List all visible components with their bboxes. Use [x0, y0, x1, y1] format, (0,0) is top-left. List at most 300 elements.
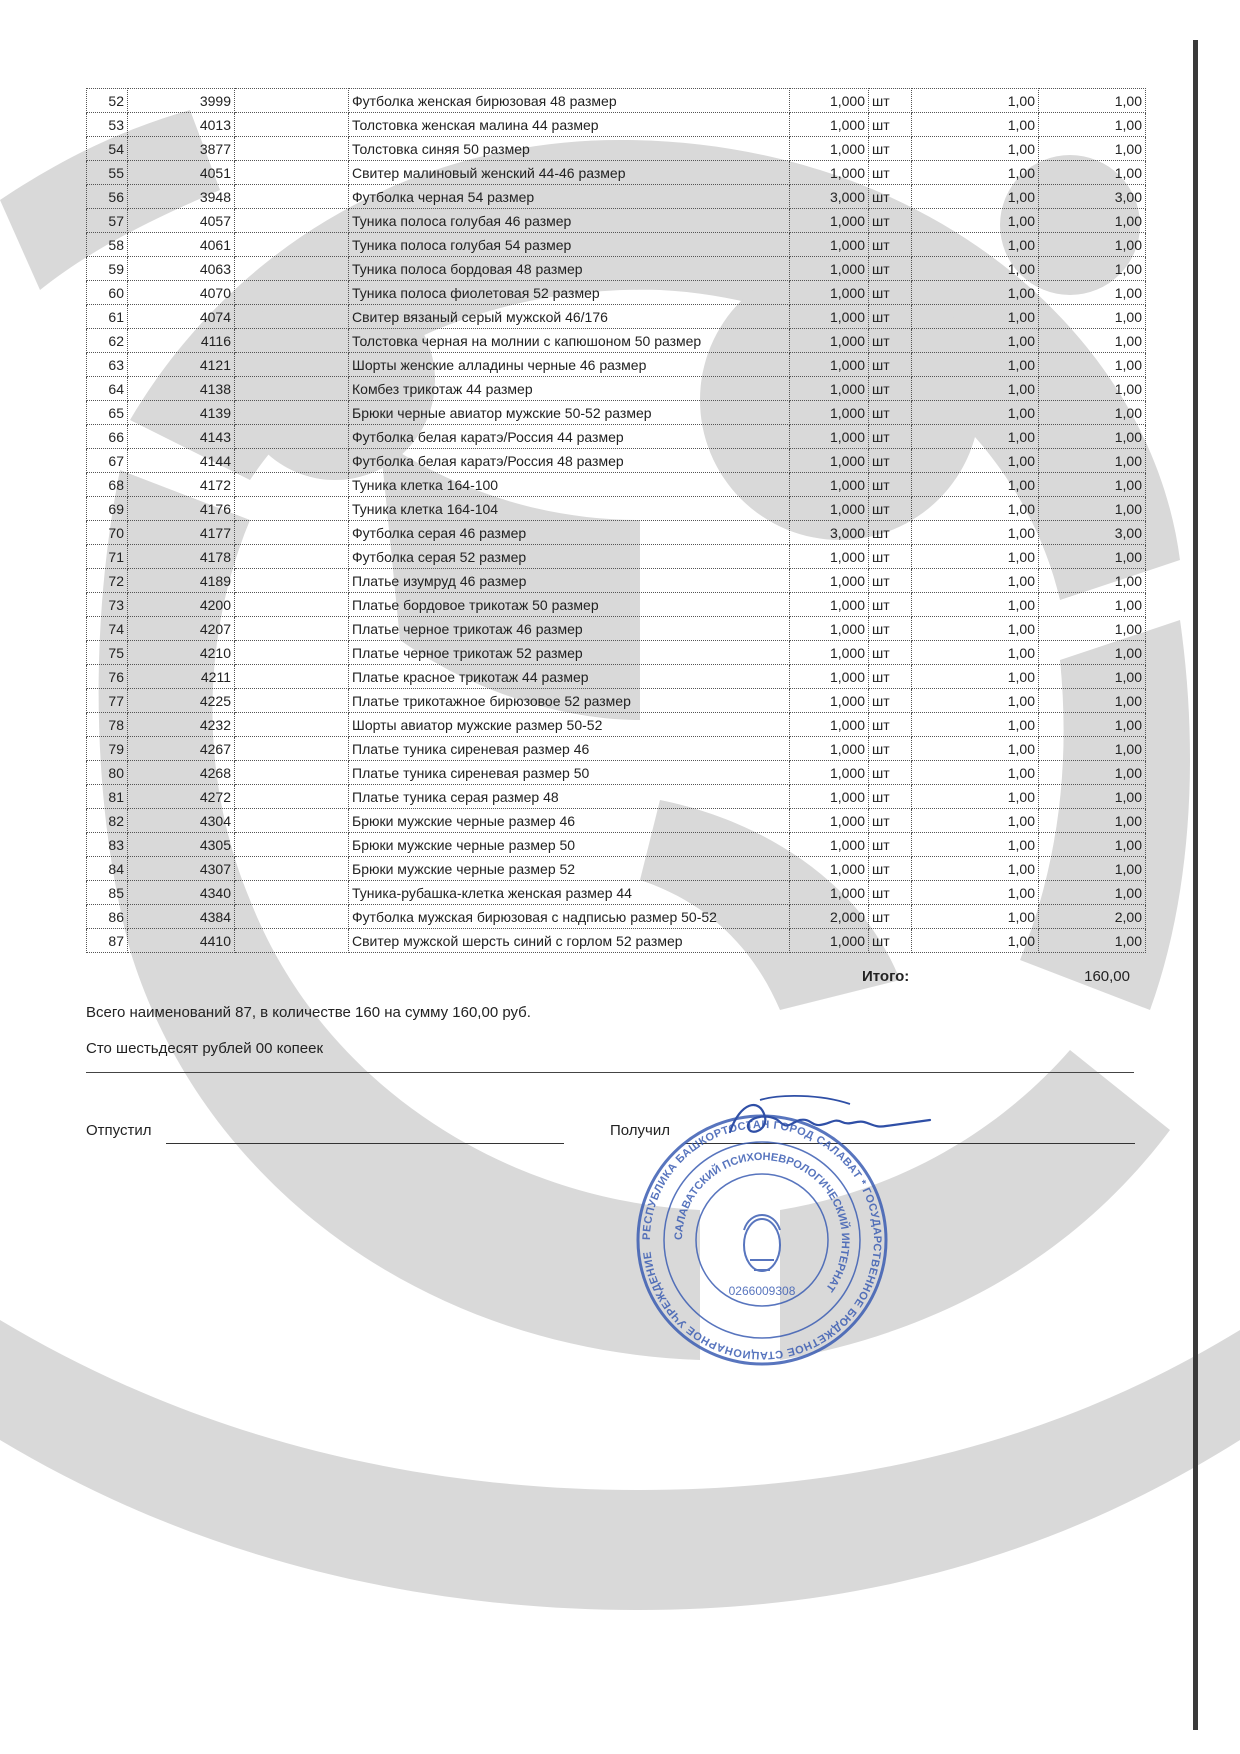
item-price: 1,00 — [912, 689, 1039, 713]
blank-cell — [235, 377, 349, 401]
table-row — [87, 881, 1146, 905]
item-sum: 1,00 — [1039, 569, 1146, 593]
blank-cell — [235, 473, 349, 497]
item-name: Брюки мужские черные размер 50 — [349, 833, 790, 857]
item-code: 4178 — [128, 545, 235, 569]
items-table — [86, 88, 1146, 953]
item-price: 1,00 — [912, 641, 1039, 665]
table-row — [87, 305, 1146, 329]
table-row — [87, 401, 1146, 425]
item-quantity: 1,000 — [790, 809, 869, 833]
item-price: 1,00 — [912, 473, 1039, 497]
item-sum: 3,00 — [1039, 185, 1146, 209]
table-row — [87, 113, 1146, 137]
row-number: 85 — [87, 881, 128, 905]
item-code: 4207 — [128, 617, 235, 641]
item-code: 4121 — [128, 353, 235, 377]
table-row — [87, 521, 1146, 545]
row-number: 79 — [87, 737, 128, 761]
item-quantity: 1,000 — [790, 305, 869, 329]
item-name: Свитер мужской шерсть синий с горлом 52 размер — [349, 929, 790, 953]
table-row — [87, 161, 1146, 185]
item-price: 1,00 — [912, 809, 1039, 833]
row-number: 74 — [87, 617, 128, 641]
item-code: 4200 — [128, 593, 235, 617]
item-quantity: 1,000 — [790, 161, 869, 185]
item-unit: шт — [869, 713, 912, 737]
item-code: 4272 — [128, 785, 235, 809]
item-quantity: 1,000 — [790, 329, 869, 353]
item-price: 1,00 — [912, 713, 1039, 737]
row-number: 52 — [87, 89, 128, 113]
item-sum: 1,00 — [1039, 329, 1146, 353]
item-quantity: 3,000 — [790, 521, 869, 545]
item-unit: шт — [869, 425, 912, 449]
item-quantity: 1,000 — [790, 545, 869, 569]
table-row — [87, 209, 1146, 233]
item-code: 4340 — [128, 881, 235, 905]
row-number: 53 — [87, 113, 128, 137]
item-sum: 1,00 — [1039, 281, 1146, 305]
item-code: 4189 — [128, 569, 235, 593]
item-quantity: 1,000 — [790, 281, 869, 305]
blank-cell — [235, 689, 349, 713]
item-unit: шт — [869, 665, 912, 689]
item-sum: 1,00 — [1039, 545, 1146, 569]
row-number: 64 — [87, 377, 128, 401]
table-row — [87, 761, 1146, 785]
item-name: Платье трикотажное бирюзовое 52 размер — [349, 689, 790, 713]
item-price: 1,00 — [912, 881, 1039, 905]
item-code: 4268 — [128, 761, 235, 785]
item-sum: 1,00 — [1039, 137, 1146, 161]
row-number: 69 — [87, 497, 128, 521]
item-price: 1,00 — [912, 569, 1039, 593]
blank-cell — [235, 665, 349, 689]
table-row — [87, 137, 1146, 161]
table-row — [87, 377, 1146, 401]
item-sum: 1,00 — [1039, 353, 1146, 377]
item-price: 1,00 — [912, 833, 1039, 857]
item-name: Туника полоса голубая 46 размер — [349, 209, 790, 233]
item-quantity: 1,000 — [790, 113, 869, 137]
item-sum: 1,00 — [1039, 449, 1146, 473]
item-name: Платье туника сиреневая размер 46 — [349, 737, 790, 761]
item-name: Футболка белая каратэ/Россия 48 размер — [349, 449, 790, 473]
item-name: Платье красное трикотаж 44 размер — [349, 665, 790, 689]
row-number: 77 — [87, 689, 128, 713]
row-number: 56 — [87, 185, 128, 209]
row-number: 87 — [87, 929, 128, 953]
item-price: 1,00 — [912, 353, 1039, 377]
row-number: 66 — [87, 425, 128, 449]
blank-cell — [235, 833, 349, 857]
item-price: 1,00 — [912, 761, 1039, 785]
received-by-label: Получил — [610, 1122, 670, 1139]
item-price: 1,00 — [912, 737, 1039, 761]
item-name: Платье бордовое трикотаж 50 размер — [349, 593, 790, 617]
item-name: Платье изумруд 46 размер — [349, 569, 790, 593]
table-row — [87, 905, 1146, 929]
blank-cell — [235, 785, 349, 809]
item-name: Шорты женские алладины черные 46 размер — [349, 353, 790, 377]
item-unit: шт — [869, 257, 912, 281]
blank-cell — [235, 185, 349, 209]
item-name: Свитер малиновый женский 44-46 размер — [349, 161, 790, 185]
table-row — [87, 233, 1146, 257]
item-quantity: 1,000 — [790, 401, 869, 425]
item-code: 4267 — [128, 737, 235, 761]
summary-text: Всего наименований 87, в количестве 160 на сумму 160,00 руб. — [86, 1004, 531, 1021]
row-number: 71 — [87, 545, 128, 569]
item-unit: шт — [869, 689, 912, 713]
blank-cell — [235, 281, 349, 305]
item-sum: 1,00 — [1039, 689, 1146, 713]
handwritten-signature — [720, 1092, 940, 1152]
row-number: 58 — [87, 233, 128, 257]
row-number: 62 — [87, 329, 128, 353]
item-code: 4116 — [128, 329, 235, 353]
table-row — [87, 545, 1146, 569]
item-name: Футболка черная 54 размер — [349, 185, 790, 209]
item-price: 1,00 — [912, 905, 1039, 929]
item-code: 4177 — [128, 521, 235, 545]
item-sum: 1,00 — [1039, 161, 1146, 185]
blank-cell — [235, 617, 349, 641]
blank-cell — [235, 641, 349, 665]
item-quantity: 1,000 — [790, 617, 869, 641]
item-sum: 1,00 — [1039, 929, 1146, 953]
item-code: 4225 — [128, 689, 235, 713]
table-row — [87, 737, 1146, 761]
item-code: 4143 — [128, 425, 235, 449]
item-sum: 1,00 — [1039, 809, 1146, 833]
row-number: 75 — [87, 641, 128, 665]
item-unit: шт — [869, 545, 912, 569]
item-name: Брюки мужские черные размер 52 — [349, 857, 790, 881]
item-price: 1,00 — [912, 401, 1039, 425]
blank-cell — [235, 353, 349, 377]
row-number: 82 — [87, 809, 128, 833]
item-price: 1,00 — [912, 377, 1039, 401]
blank-cell — [235, 737, 349, 761]
item-unit: шт — [869, 377, 912, 401]
blank-cell — [235, 161, 349, 185]
row-number: 78 — [87, 713, 128, 737]
row-number: 73 — [87, 593, 128, 617]
total-value: 160,00 — [1084, 968, 1130, 985]
item-price: 1,00 — [912, 521, 1039, 545]
item-code: 4232 — [128, 713, 235, 737]
item-price: 1,00 — [912, 425, 1039, 449]
blank-cell — [235, 881, 349, 905]
item-price: 1,00 — [912, 785, 1039, 809]
row-number: 61 — [87, 305, 128, 329]
item-sum: 1,00 — [1039, 857, 1146, 881]
item-name: Толстовка синяя 50 размер — [349, 137, 790, 161]
row-number: 63 — [87, 353, 128, 377]
item-sum: 3,00 — [1039, 521, 1146, 545]
table-row — [87, 497, 1146, 521]
item-quantity: 1,000 — [790, 785, 869, 809]
item-code: 4305 — [128, 833, 235, 857]
table-row — [87, 185, 1146, 209]
item-price: 1,00 — [912, 665, 1039, 689]
item-code: 4384 — [128, 905, 235, 929]
item-name: Туника полоса бордовая 48 размер — [349, 257, 790, 281]
blank-cell — [235, 713, 349, 737]
item-unit: шт — [869, 809, 912, 833]
item-unit: шт — [869, 281, 912, 305]
table-row — [87, 713, 1146, 737]
item-price: 1,00 — [912, 185, 1039, 209]
item-sum: 1,00 — [1039, 305, 1146, 329]
row-number: 84 — [87, 857, 128, 881]
item-unit: шт — [869, 497, 912, 521]
item-price: 1,00 — [912, 89, 1039, 113]
total-label: Итого: — [862, 968, 910, 985]
item-price: 1,00 — [912, 209, 1039, 233]
item-name: Туника клетка 164-100 — [349, 473, 790, 497]
blank-cell — [235, 113, 349, 137]
item-price: 1,00 — [912, 449, 1039, 473]
row-number: 72 — [87, 569, 128, 593]
row-number: 76 — [87, 665, 128, 689]
item-unit: шт — [869, 449, 912, 473]
row-number: 70 — [87, 521, 128, 545]
item-unit: шт — [869, 593, 912, 617]
item-unit: шт — [869, 305, 912, 329]
item-unit: шт — [869, 761, 912, 785]
item-sum: 1,00 — [1039, 257, 1146, 281]
item-price: 1,00 — [912, 929, 1039, 953]
item-code: 3999 — [128, 89, 235, 113]
item-quantity: 1,000 — [790, 713, 869, 737]
item-code: 4410 — [128, 929, 235, 953]
item-quantity: 1,000 — [790, 89, 869, 113]
stamp-code: 0266009308 — [728, 1284, 796, 1298]
item-sum: 1,00 — [1039, 761, 1146, 785]
item-price: 1,00 — [912, 617, 1039, 641]
item-code: 4144 — [128, 449, 235, 473]
blank-cell — [235, 545, 349, 569]
item-unit: шт — [869, 161, 912, 185]
table-row — [87, 689, 1146, 713]
item-quantity: 1,000 — [790, 233, 869, 257]
item-sum: 1,00 — [1039, 425, 1146, 449]
item-name: Шорты авиатор мужские размер 50-52 — [349, 713, 790, 737]
item-code: 4061 — [128, 233, 235, 257]
row-number: 65 — [87, 401, 128, 425]
item-name: Туника полоса фиолетовая 52 размер — [349, 281, 790, 305]
table-row — [87, 257, 1146, 281]
item-name: Брюки мужские черные размер 46 — [349, 809, 790, 833]
item-quantity: 1,000 — [790, 569, 869, 593]
table-row — [87, 593, 1146, 617]
item-name: Футболка белая каратэ/Россия 44 размер — [349, 425, 790, 449]
item-code: 4172 — [128, 473, 235, 497]
divider-line — [86, 1072, 1134, 1073]
table-row — [87, 785, 1146, 809]
table-row — [87, 353, 1146, 377]
item-quantity: 1,000 — [790, 761, 869, 785]
blank-cell — [235, 449, 349, 473]
item-name: Туника-рубашка-клетка женская размер 44 — [349, 881, 790, 905]
row-number: 81 — [87, 785, 128, 809]
item-quantity: 1,000 — [790, 257, 869, 281]
item-name: Платье туника серая размер 48 — [349, 785, 790, 809]
item-quantity: 3,000 — [790, 185, 869, 209]
item-code: 3877 — [128, 137, 235, 161]
item-price: 1,00 — [912, 257, 1039, 281]
blank-cell — [235, 401, 349, 425]
blank-cell — [235, 137, 349, 161]
table-row — [87, 857, 1146, 881]
item-quantity: 1,000 — [790, 689, 869, 713]
blank-cell — [235, 209, 349, 233]
item-sum: 1,00 — [1039, 833, 1146, 857]
item-code: 4307 — [128, 857, 235, 881]
blank-cell — [235, 425, 349, 449]
item-price: 1,00 — [912, 233, 1039, 257]
item-unit: шт — [869, 617, 912, 641]
item-name: Туника клетка 164-104 — [349, 497, 790, 521]
item-sum: 1,00 — [1039, 881, 1146, 905]
item-unit: шт — [869, 521, 912, 545]
item-sum: 1,00 — [1039, 737, 1146, 761]
row-number: 80 — [87, 761, 128, 785]
item-unit: шт — [869, 737, 912, 761]
amount-in-words: Сто шестьдесят рублей 00 копеек — [86, 1040, 324, 1057]
item-unit: шт — [869, 353, 912, 377]
item-code: 4057 — [128, 209, 235, 233]
item-quantity: 1,000 — [790, 929, 869, 953]
page-edge-shadow — [1193, 40, 1198, 1730]
item-sum: 1,00 — [1039, 401, 1146, 425]
item-code: 4074 — [128, 305, 235, 329]
item-price: 1,00 — [912, 281, 1039, 305]
item-unit: шт — [869, 833, 912, 857]
table-row — [87, 833, 1146, 857]
released-by-label: Отпустил — [86, 1122, 152, 1139]
item-unit: шт — [869, 905, 912, 929]
row-number: 54 — [87, 137, 128, 161]
item-quantity: 1,000 — [790, 641, 869, 665]
item-code: 4176 — [128, 497, 235, 521]
item-unit: шт — [869, 473, 912, 497]
item-quantity: 1,000 — [790, 857, 869, 881]
item-name: Футболка серая 46 размер — [349, 521, 790, 545]
item-sum: 1,00 — [1039, 713, 1146, 737]
item-code: 4051 — [128, 161, 235, 185]
item-quantity: 1,000 — [790, 353, 869, 377]
item-unit: шт — [869, 113, 912, 137]
item-sum: 1,00 — [1039, 593, 1146, 617]
row-number: 57 — [87, 209, 128, 233]
item-quantity: 1,000 — [790, 593, 869, 617]
blank-cell — [235, 761, 349, 785]
blank-cell — [235, 521, 349, 545]
table-row — [87, 569, 1146, 593]
item-code: 4139 — [128, 401, 235, 425]
item-unit: шт — [869, 641, 912, 665]
item-quantity: 1,000 — [790, 497, 869, 521]
table-row — [87, 641, 1146, 665]
item-name: Туника полоса голубая 54 размер — [349, 233, 790, 257]
item-code: 4070 — [128, 281, 235, 305]
blank-cell — [235, 809, 349, 833]
item-price: 1,00 — [912, 545, 1039, 569]
item-code: 4138 — [128, 377, 235, 401]
item-unit: шт — [869, 233, 912, 257]
item-sum: 1,00 — [1039, 473, 1146, 497]
item-name: Комбез трикотаж 44 размер — [349, 377, 790, 401]
item-name: Толстовка женская малина 44 размер — [349, 113, 790, 137]
item-code: 4304 — [128, 809, 235, 833]
table-row — [87, 929, 1146, 953]
blank-cell — [235, 569, 349, 593]
item-sum: 1,00 — [1039, 113, 1146, 137]
blank-cell — [235, 305, 349, 329]
released-by-signature-line — [166, 1143, 564, 1144]
item-quantity: 1,000 — [790, 737, 869, 761]
item-sum: 1,00 — [1039, 89, 1146, 113]
item-quantity: 1,000 — [790, 881, 869, 905]
item-quantity: 1,000 — [790, 473, 869, 497]
row-number: 83 — [87, 833, 128, 857]
item-code: 4210 — [128, 641, 235, 665]
table-row — [87, 665, 1146, 689]
row-number: 59 — [87, 257, 128, 281]
row-number: 55 — [87, 161, 128, 185]
row-number: 60 — [87, 281, 128, 305]
item-unit: шт — [869, 185, 912, 209]
blank-cell — [235, 905, 349, 929]
item-name: Платье черное трикотаж 52 размер — [349, 641, 790, 665]
item-quantity: 1,000 — [790, 209, 869, 233]
blank-cell — [235, 257, 349, 281]
item-unit: шт — [869, 209, 912, 233]
blank-cell — [235, 233, 349, 257]
items-table-body — [87, 89, 1146, 953]
item-name: Толстовка черная на молнии с капюшоном 50 размер — [349, 329, 790, 353]
item-sum: 1,00 — [1039, 233, 1146, 257]
item-unit: шт — [869, 929, 912, 953]
item-quantity: 1,000 — [790, 665, 869, 689]
item-code: 4013 — [128, 113, 235, 137]
table-row — [87, 329, 1146, 353]
item-quantity: 2,000 — [790, 905, 869, 929]
blank-cell — [235, 497, 349, 521]
item-quantity: 1,000 — [790, 377, 869, 401]
item-code: 3948 — [128, 185, 235, 209]
row-number: 68 — [87, 473, 128, 497]
item-name: Свитер вязаный серый мужской 46/176 — [349, 305, 790, 329]
blank-cell — [235, 593, 349, 617]
row-number: 67 — [87, 449, 128, 473]
item-unit: шт — [869, 857, 912, 881]
item-price: 1,00 — [912, 161, 1039, 185]
item-sum: 1,00 — [1039, 497, 1146, 521]
table-row — [87, 89, 1146, 113]
blank-cell — [235, 929, 349, 953]
blank-cell — [235, 89, 349, 113]
item-unit: шт — [869, 785, 912, 809]
item-sum: 1,00 — [1039, 377, 1146, 401]
item-name: Футболка серая 52 размер — [349, 545, 790, 569]
table-row — [87, 281, 1146, 305]
item-sum: 2,00 — [1039, 905, 1146, 929]
